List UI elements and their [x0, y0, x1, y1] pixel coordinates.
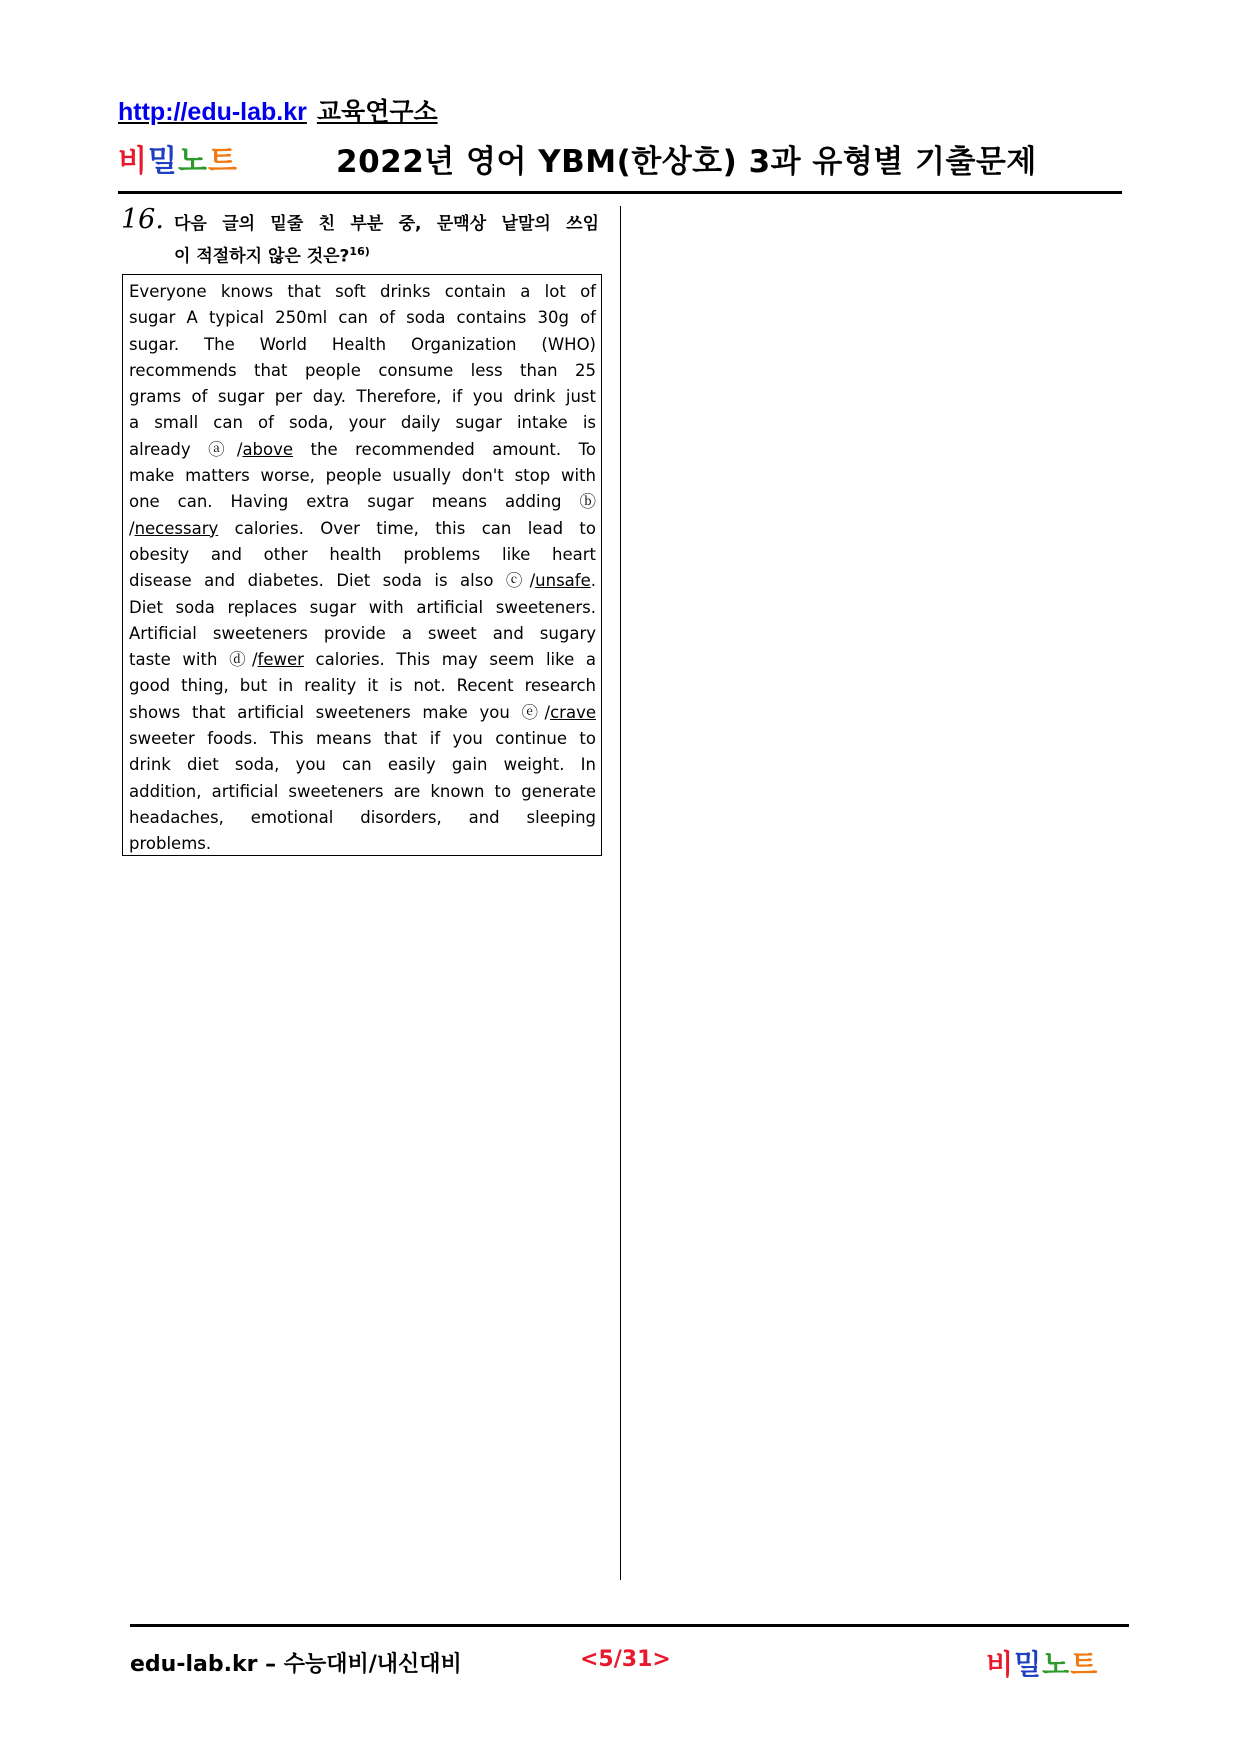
footnote-marker: 16) — [349, 245, 370, 258]
passage-line: drink diet soda, you can easily gain weight. In — [129, 755, 596, 775]
column-divider — [620, 206, 621, 1580]
footer-divider — [130, 1624, 1129, 1627]
footer-site-label: edu-lab.kr – 수능대비/내신대비 — [130, 1652, 462, 1677]
page-title: 2022년 영어 YBM(한상호) 3과 유형별 기출문제 — [336, 144, 1037, 180]
brand-char: 노 — [177, 144, 208, 179]
passage-text: the recommended amount. To — [293, 439, 596, 459]
passage-line: Artificial sweeteners provide a sweet and sugary — [129, 623, 596, 643]
passage-line: addition, artificial sweeteners are known to generate — [129, 781, 596, 801]
passage-text: calories. Over time, this can lead to — [218, 518, 596, 538]
passage-text: taste with ⓓ/ — [129, 650, 258, 670]
passage-text: . — [590, 571, 596, 591]
passage-line: a small can of soda, your daily sugar intake is — [129, 413, 596, 433]
passage-text: / — [129, 518, 135, 538]
passage-text: calories. This may seem like a — [303, 650, 596, 670]
brand-char: 트 — [207, 144, 238, 179]
passage-line — [129, 568, 596, 594]
question-prompt — [174, 210, 599, 271]
question-number: 16. — [121, 204, 164, 235]
underlined-word-e: crave — [550, 702, 596, 722]
passage-line — [129, 700, 596, 726]
passage-line: grams of sugar per day. Therefore, if you drink just — [129, 387, 596, 407]
institute-label: 교육연구소 — [316, 98, 438, 126]
underlined-word-b: necessary — [134, 518, 219, 538]
footer-brand-logo — [986, 1643, 1098, 1683]
passage-line: sugar A typical 250ml can of soda contains 30g of — [129, 308, 596, 328]
underlined-word-d: fewer — [257, 650, 304, 670]
passage-line: Everyone knows that soft drinks contain a lot of — [129, 282, 596, 301]
question-line-2 — [174, 238, 599, 271]
passage-text: already ⓐ/ — [129, 439, 243, 459]
passage-line — [129, 516, 596, 542]
question-line-2-text: 이 적절하지 않은 것은? — [174, 246, 350, 267]
passage-box — [122, 274, 602, 856]
brand-char: 밀 — [1014, 1648, 1043, 1681]
underlined-word-a: above — [242, 439, 294, 459]
title-row — [118, 136, 1118, 184]
passage-line: headaches, emotional disorders, and sleeping — [129, 807, 596, 827]
brand-char: 비 — [118, 144, 148, 179]
underlined-word-c: unsafe — [535, 571, 591, 591]
passage-line: Diet soda replaces sugar with artificial sweeteners. — [129, 597, 596, 617]
brand-logo — [118, 136, 238, 180]
passage-line: obesity and other health problems like heart — [129, 544, 596, 564]
brand-char: 밀 — [147, 144, 178, 179]
passage-line: make matters worse, people usually don't stop with — [129, 466, 596, 486]
passage-line: problems. — [129, 834, 212, 854]
passage-line: recommends that people consume less than 25 — [129, 360, 596, 380]
header-url-line — [118, 92, 438, 128]
passage-line — [129, 437, 596, 463]
brand-char: 트 — [1070, 1648, 1099, 1681]
site-url-link[interactable]: http://edu-lab.kr — [118, 98, 307, 126]
passage-line: one can. Having extra sugar means adding ⓑ — [129, 492, 596, 512]
page-number: <5/31> — [580, 1647, 671, 1672]
passage-line — [129, 647, 596, 673]
passage-text: shows that artificial sweeteners make you ⓔ/ — [129, 702, 551, 722]
passage-line: good thing, but in reality it is not. Recent research — [129, 676, 596, 696]
brand-char: 비 — [986, 1648, 1015, 1681]
question-line-1: 다음 글의 밑줄 친 부분 중, 문맥상 낱말의 쓰임 — [174, 214, 599, 234]
passage-line: sweeter foods. This means that if you continue to — [129, 729, 596, 749]
header-divider — [118, 191, 1122, 194]
brand-char: 노 — [1042, 1648, 1071, 1681]
passage-text: disease and diabetes. Diet soda is also ⓒ/ — [129, 571, 536, 591]
passage-line: sugar. The World Health Organization (WHO) — [129, 334, 596, 354]
